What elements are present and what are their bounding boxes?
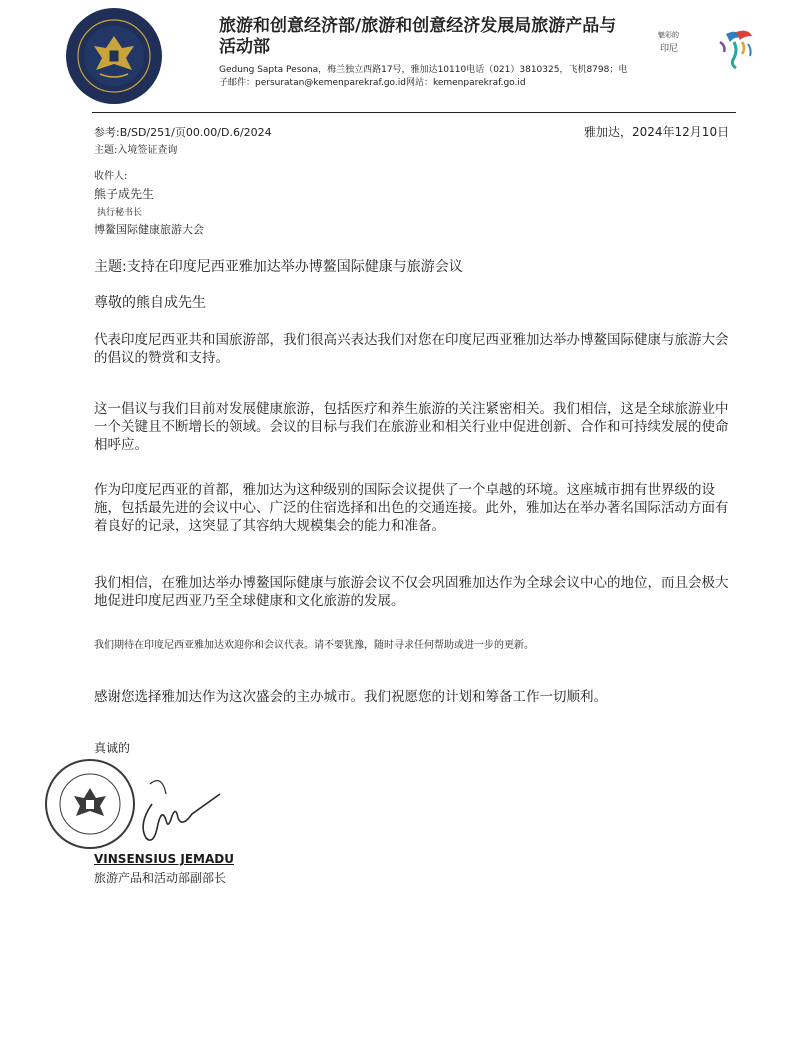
letter-subject: 主题:支持在印度尼西亚雅加达举办博鳌国际健康与旅游会议 [94,259,463,275]
recipient-name: 熊子成先生 [94,187,155,201]
contact-info [219,64,659,90]
contact-line-email: 子邮件：persuratan@kemenparekraf.go.id网站：kemenparekraf.go.id [219,78,526,88]
body-paragraph: 我们相信，在雅加达举办博鳌国际健康与旅游会议不仅会巩固雅加达作为全球会议中心的地位，而且会极大地促进印度尼西亚乃至全球健康和文化旅游的发展。 [94,575,729,609]
body-paragraph: 代表印度尼西亚共和国旅游部，我们很高兴表达我们对您在印度尼西亚雅加达举办博鳌国际健康与旅游大会的倡议的赞赏和支持。 [94,332,729,366]
body-paragraph: 作为印度尼西亚的首都，雅加达为这种级别的国际会议提供了一个卓越的环境。这座城市拥有世界级的设施，包括最先进的会议中心、广泛的住宿选择和出色的交通连接。此外，雅加达在举办著名国际活动方面有着良好的记录，这突显了其容纳大规模集会的能力和准备。 [94,482,729,534]
official-stamp [40,754,140,854]
body-paragraph: 我们期待在印度尼西亚雅加达欢迎你和会议代表。请不要犹豫，随时寻求任何帮助或进一步的更新。 [94,640,534,651]
handwritten-signature [132,764,252,864]
recipient-label: 收件人: [94,171,128,182]
contact-line-address: Gedung Sapta Pesona，梅兰独立西路17号，雅加达10110电话（021）3810325，飞机8798；电 [219,65,628,75]
body-paragraph: 这一倡议与我们目前对发展健康旅游，包括医疗和养生旅游的关注紧密相关。我们相信，这是全球旅游业中一个关键且不断增长的领域。会议的目标与我们在旅游业和相关行业中促进创新、合作和可持续发展的使命相呼应。 [94,401,729,453]
department-title: 旅游和创意经济部/旅游和创意经济发展局旅游产品与活动部 [219,16,617,57]
brand-name: 印尼 [660,44,679,54]
recipient-organization: 博鳌国际健康旅游大会 [94,223,204,236]
wonderful-indonesia-logo [712,28,762,70]
letter-date: 雅加达，2024年12月10日 [584,125,730,139]
body-paragraph: 感谢您选择雅加达作为这次盛会的主办城市。我们祝愿您的计划和筹备工作一切顺利。 [94,689,607,705]
reference-number: 参考:B/SD/251/页00.00/D.6/2024 [94,126,272,139]
signer-title: 旅游产品和活动部副部长 [94,871,227,885]
signer-name: VINSENSIUS JEMADU [94,852,234,866]
valediction: 真诚的 [94,741,131,755]
recipient-title: 执行秘书长 [97,208,143,218]
salutation: 尊敬的熊自成先生 [94,295,206,311]
ministry-seal-logo [64,6,164,106]
subject-short: 主题:入境签证查询 [94,145,178,156]
header-divider [92,112,736,113]
brand-tagline: 魅彩的 [658,31,679,39]
